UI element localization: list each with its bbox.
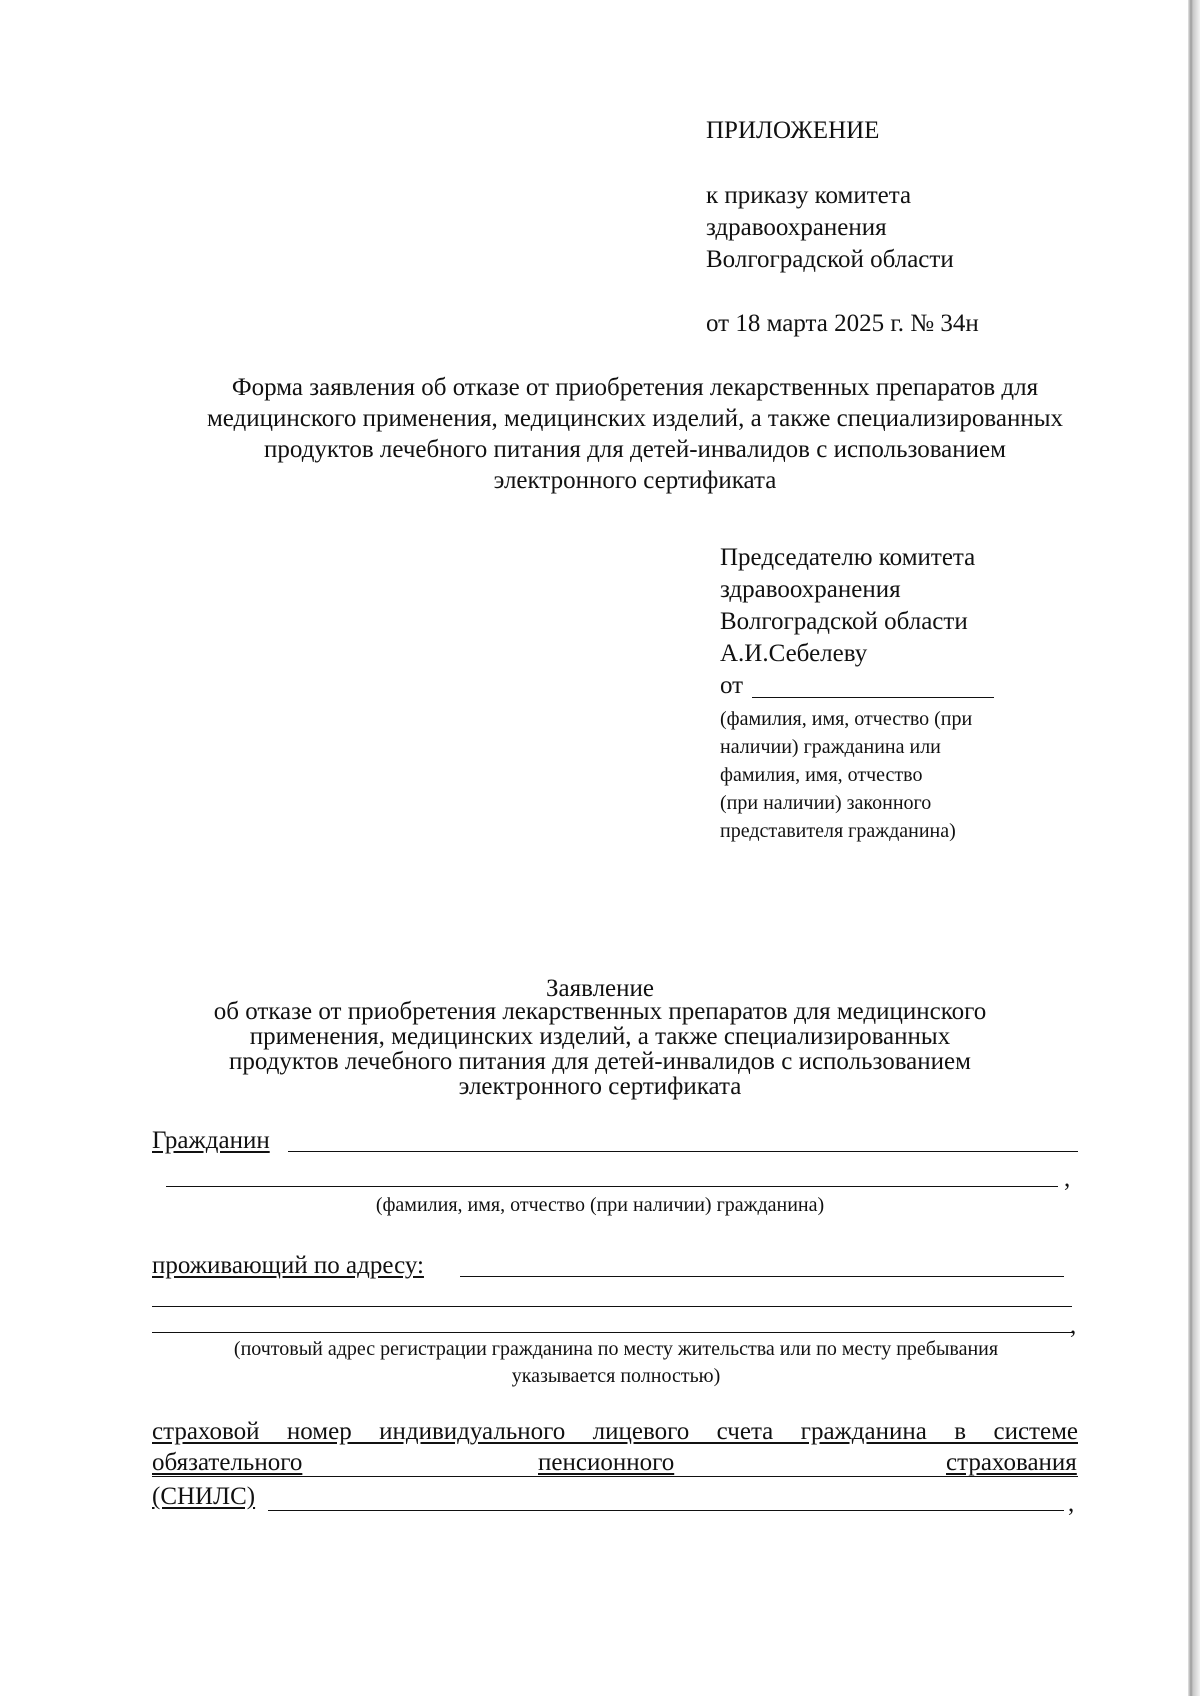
citizen-label: Гражданин <box>152 1127 270 1154</box>
appendix-order-line-2: здравоохранения <box>706 214 887 241</box>
address-caption-line-2: указывается полностью) <box>511 1365 721 1387</box>
appendix-order-line-3: Волгоградской области <box>706 246 954 273</box>
addressee-line-1: Председателю комитета <box>720 544 976 571</box>
from-note-line-3: фамилия, имя, отчество <box>720 764 923 786</box>
from-note-line-4: (при наличии) законного <box>720 792 932 814</box>
citizen-caption: (фамилия, имя, отчество (при наличии) гражданина) <box>375 1194 825 1216</box>
citizen-name-line-1[interactable] <box>288 1151 1078 1152</box>
snils-word-3: страхования <box>946 1449 1077 1476</box>
address-comma: , <box>1070 1312 1077 1339</box>
citizen-name-line-2[interactable] <box>166 1186 1058 1187</box>
scan-page-edge <box>1188 0 1200 1696</box>
snils-line-1: страховой номер индивидуального лицевого счета гражданина в системе <box>152 1418 1078 1445</box>
snils-input-line[interactable] <box>268 1510 1064 1511</box>
citizen-comma: , <box>1064 1165 1071 1192</box>
address-line-2[interactable] <box>152 1306 1072 1307</box>
address-label: проживающий по адресу: <box>152 1252 424 1279</box>
from-underline[interactable] <box>752 697 994 698</box>
statement-subtitle-line-3: продуктов лечебного питания для детей-инвалидов с использованием <box>229 1048 971 1075</box>
address-caption-line-1: (почтовый адрес регистрации гражданина по месту жительства или по месту пребывания <box>233 1338 999 1360</box>
address-line-3[interactable] <box>152 1332 1072 1333</box>
appendix-heading: ПРИЛОЖЕНИЕ <box>706 117 880 144</box>
snils-label: (СНИЛС) <box>152 1483 256 1510</box>
snils-word-2: пенсионного <box>538 1449 675 1476</box>
address-line-1[interactable] <box>460 1276 1064 1277</box>
from-note-line-1: (фамилия, имя, отчество (при <box>720 708 973 730</box>
appendix-order-line-1: к приказу комитета <box>706 182 912 209</box>
from-note-line-5: представителя гражданина) <box>720 820 956 842</box>
addressee-line-3: Волгоградской области <box>720 608 968 635</box>
addressee-line-4: А.И.Себелеву <box>720 640 868 667</box>
statement-subtitle-line-1: об отказе от приобретения лекарственных препаратов для медицинского <box>213 998 987 1025</box>
addressee-line-2: здравоохранения <box>720 576 901 603</box>
statement-heading: Заявление <box>545 975 655 1002</box>
statement-subtitle-line-4: электронного сертификата <box>458 1073 742 1100</box>
from-note-line-2: наличии) гражданина или <box>720 736 941 758</box>
snils-comma: , <box>1068 1490 1075 1517</box>
snils-line-2-underline <box>152 1476 1078 1477</box>
addressee-from-label: от <box>720 672 744 699</box>
appendix-date-line: от 18 марта 2025 г. № 34н <box>706 310 979 337</box>
form-title: Форма заявления об отказе от приобретения лекарственных препаратов для медицинского применения, медицинских изделий, а также специализированных продуктов лечебного питания для детей-инвалидов с использованием электронного сертификата <box>206 374 1064 494</box>
snils-word-1: обязательного <box>152 1449 303 1476</box>
statement-subtitle-line-2: применения, медицинских изделий, а также специализированных <box>249 1023 951 1050</box>
